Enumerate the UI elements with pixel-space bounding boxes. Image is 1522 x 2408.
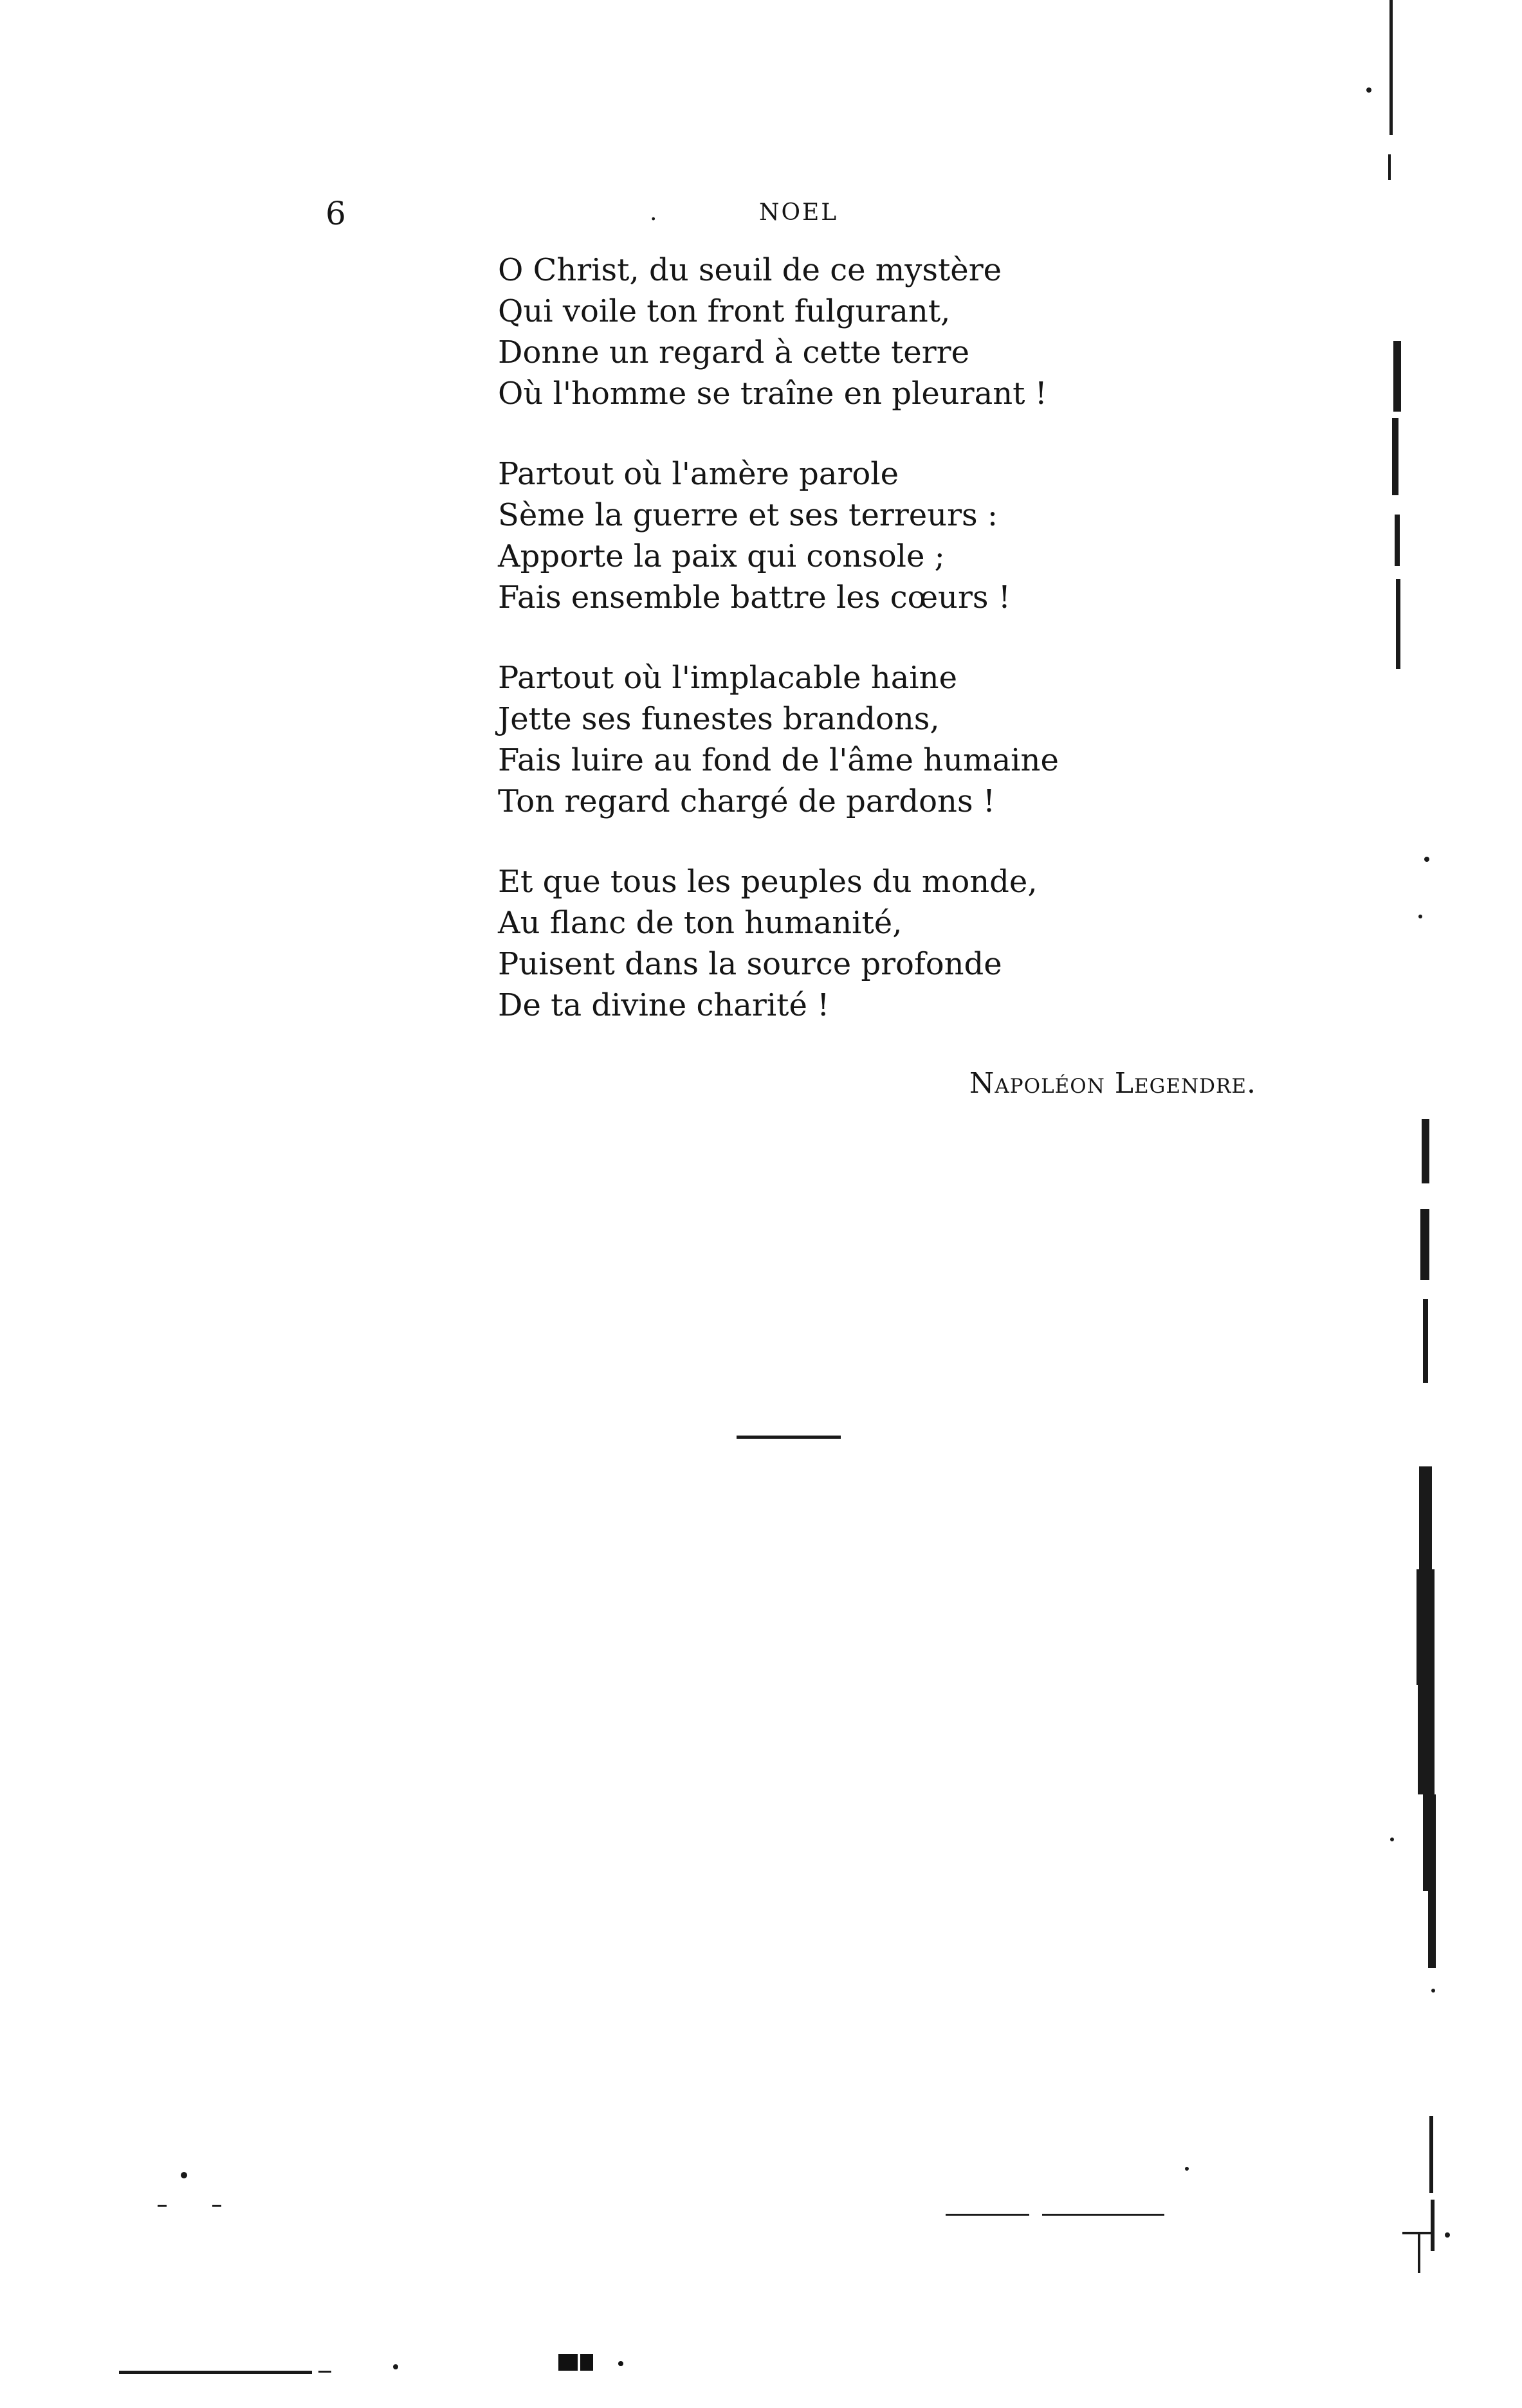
stanza-1 [498, 250, 1059, 414]
stanza-4 [498, 861, 1059, 1026]
verse-line: Fais ensemble battre les cœurs ! [498, 579, 1011, 616]
verse-line: De ta divine charité ! [498, 987, 830, 1023]
bottom-scan-marks [0, 2122, 1522, 2408]
poem [498, 250, 1059, 1026]
verse-line: O Christ, du seuil de ce mystère [498, 252, 1002, 288]
verse-line: Puisent dans la source profonde [498, 946, 1002, 982]
verse-line: Jette ses funestes brandons, [498, 701, 940, 737]
page-number: 6 [325, 195, 346, 232]
verse-line: Sème la guerre et ses terreurs : [498, 497, 998, 533]
verse-line: Où l'homme se traîne en pleurant ! [498, 376, 1047, 412]
verse-line: Au flanc de ton humanité, [498, 905, 903, 941]
stanza-2 [498, 453, 1059, 618]
verse-line: Fais luire au fond de l'âme humaine [498, 742, 1059, 778]
running-head-dot: . [650, 199, 657, 226]
end-rule [737, 1436, 841, 1439]
author-signature: Napoléon Legendre. [969, 1067, 1256, 1100]
verse-line: Qui voile ton front fulgurant, [498, 293, 951, 329]
gutter-scan-marks [1364, 0, 1522, 2408]
verse-line: Apporte la paix qui console ; [498, 538, 945, 574]
running-head: NOEL [759, 199, 839, 226]
verse-line: Partout où l'implacable haine [498, 660, 957, 696]
verse-line: Ton regard chargé de pardons ! [498, 783, 996, 819]
verse-line: Donne un regard à cette terre [498, 334, 969, 370]
verse-line: Et que tous les peuples du monde, [498, 864, 1038, 900]
stanza-3 [498, 657, 1059, 822]
verse-line: Partout où l'amère parole [498, 456, 899, 492]
